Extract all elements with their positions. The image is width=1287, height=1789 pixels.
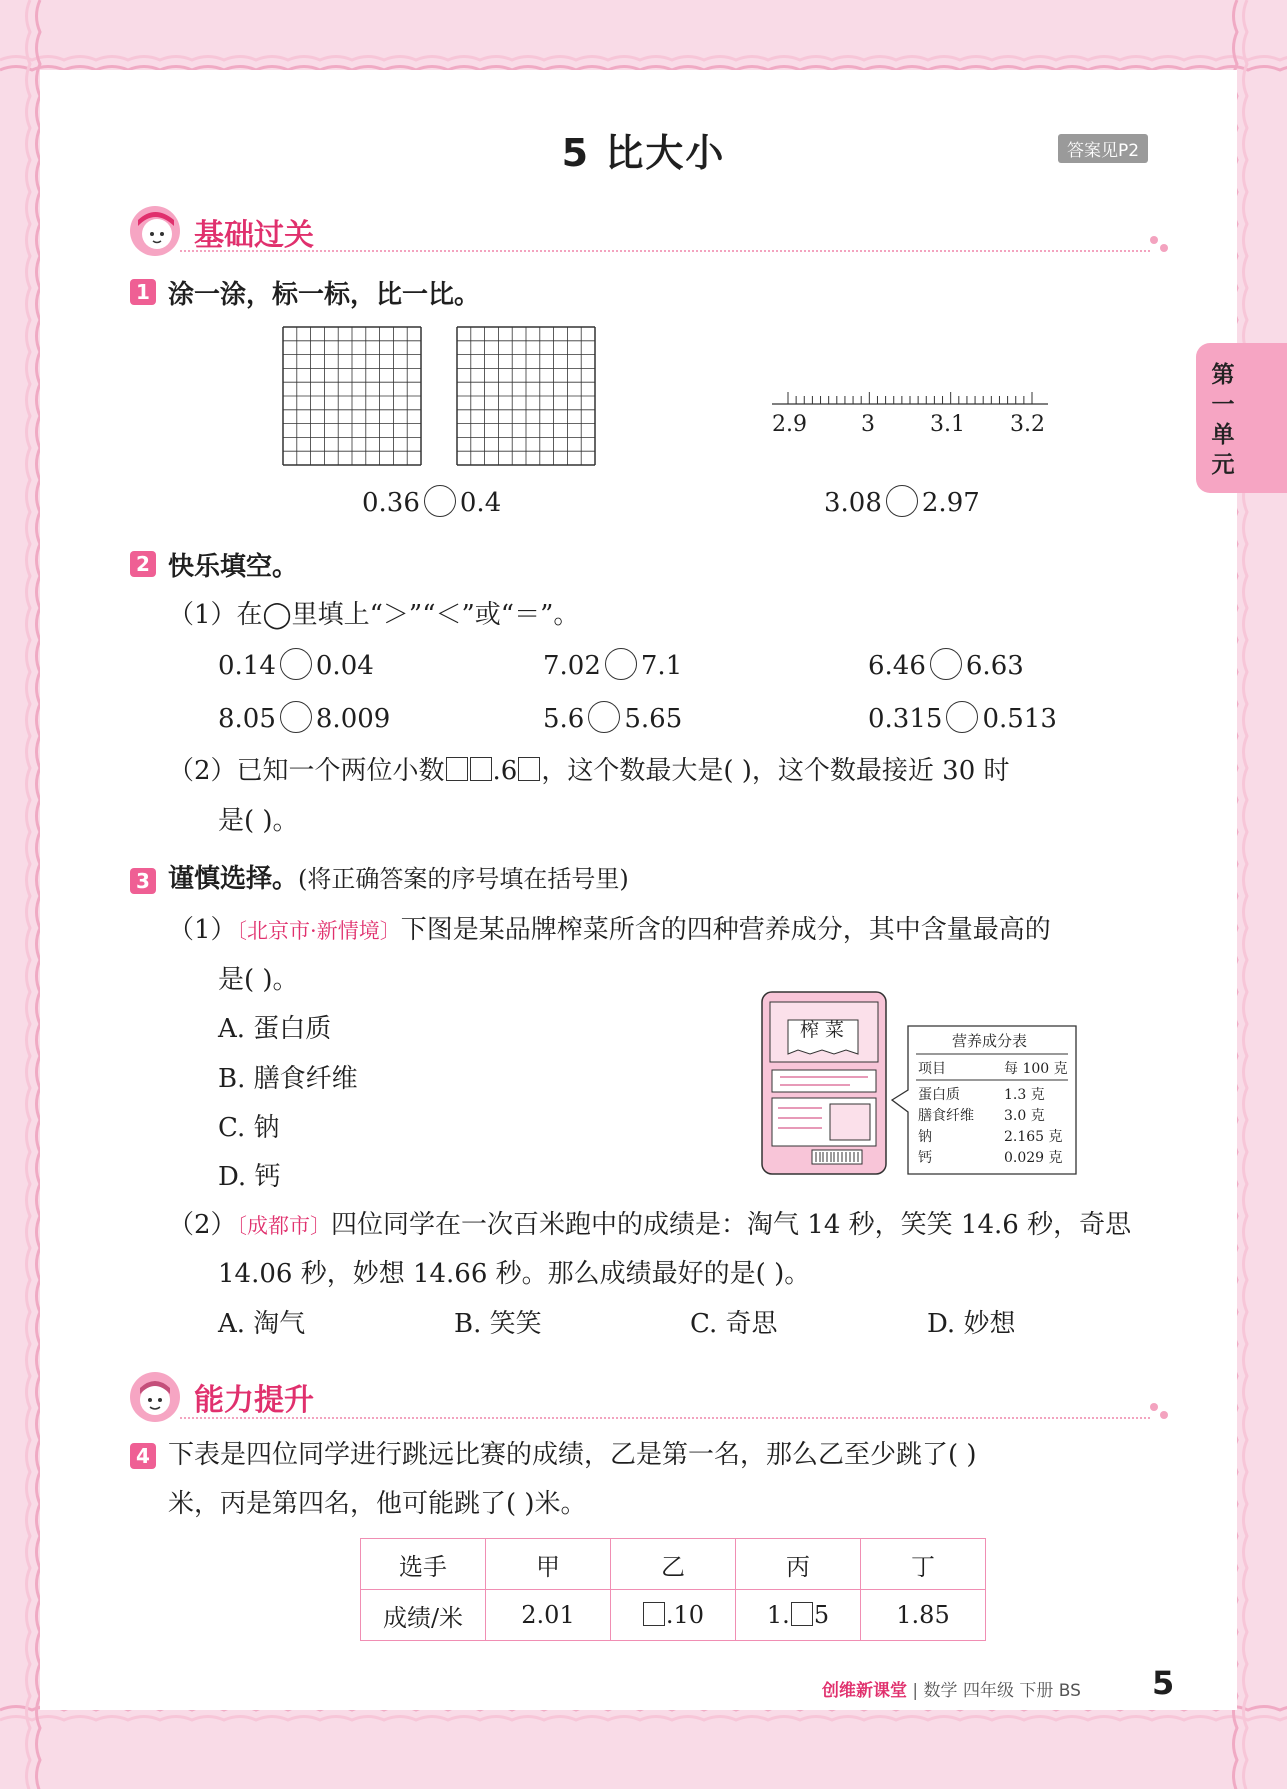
- table-header-cell: 丁: [861, 1539, 986, 1590]
- table-header-cell: 丙: [736, 1539, 861, 1590]
- option[interactable]: A. 淘气: [218, 1309, 306, 1339]
- compare-circle[interactable]: [280, 648, 312, 680]
- divider-dot: [1160, 1411, 1168, 1419]
- value: 6.46: [868, 651, 926, 681]
- ruler-label: 3.1: [930, 412, 965, 437]
- text: ，这个数最大是( )，这个数最接近 30 时: [541, 756, 1010, 786]
- question-1-text: 涂一涂，标一标，比一比。: [168, 280, 481, 310]
- mascot-boy-icon: [128, 1370, 182, 1424]
- region-tag: 〔成都市〕: [236, 1214, 332, 1238]
- q3-note: (将正确答案的序号填在括号里): [298, 865, 629, 893]
- hundred-grid-right: [456, 326, 596, 466]
- compare-pair: [218, 702, 390, 736]
- nutrition-title: 营养成分表: [952, 1032, 1028, 1050]
- nutrition-item: 钠: [918, 1129, 932, 1145]
- value: 7.02: [543, 651, 601, 681]
- compare-pair: [543, 702, 682, 736]
- divider-dot: [1150, 236, 1158, 244]
- value: 2.97: [921, 488, 980, 518]
- ruler-label: 2.9: [772, 412, 807, 437]
- option[interactable]: D. 妙想: [927, 1309, 1016, 1339]
- digit-box[interactable]: [518, 757, 540, 781]
- value: 5.65: [624, 704, 683, 734]
- table-row: [361, 1590, 986, 1641]
- section-basic-heading: 基础过关: [194, 218, 314, 253]
- option[interactable]: B. 膳食纤维: [218, 1064, 358, 1094]
- nutrition-value: 0.029 克: [1004, 1150, 1063, 1166]
- nutrition-item: 蛋白质: [918, 1087, 960, 1103]
- long-jump-table: [360, 1538, 986, 1641]
- section-divider: [180, 1417, 1150, 1419]
- question-number-2: 2: [130, 551, 156, 577]
- option[interactable]: B. 笑笑: [454, 1309, 542, 1339]
- compare-pair: [218, 649, 374, 683]
- value: 0.4: [459, 488, 502, 518]
- option[interactable]: C. 奇思: [690, 1309, 778, 1339]
- compare-pair: [868, 702, 1057, 736]
- footer-info: 创维新课堂 | 数学 四年级 下册 BS: [822, 1681, 1081, 1701]
- question-number-1: 1: [130, 279, 156, 305]
- package-label: 榨 菜: [800, 1019, 845, 1041]
- answer-reference-badge: 答案见P2: [1058, 134, 1148, 163]
- value: 0.36: [362, 488, 420, 518]
- q2-part1-instruction: （1）在◯里填上“＞”“＜”或“＝”。: [168, 600, 580, 630]
- q3-part2-line1: [168, 1208, 1131, 1243]
- question-4-line1: 下表是四位同学进行跳远比赛的成绩，乙是第一名，那么乙至少跳了( ): [168, 1440, 977, 1470]
- value: 8.009: [315, 704, 391, 734]
- page-number: 5: [1152, 1664, 1175, 1702]
- mascot-girl-icon: [128, 204, 182, 258]
- compare-pair: [543, 649, 682, 683]
- footer-book-info: 数学 四年级 下册 BS: [923, 1681, 1081, 1701]
- compare-pair: [868, 649, 1024, 683]
- page-title: 5 比大小: [561, 131, 726, 175]
- question-number-3: 3: [130, 868, 156, 894]
- q3-title: 谨慎选择。: [168, 864, 299, 894]
- nutrition-item: 钙: [918, 1150, 932, 1166]
- value: 0.513: [982, 704, 1057, 734]
- value: 1.: [766, 1601, 790, 1629]
- value: 5.6: [543, 704, 585, 734]
- digit-box[interactable]: [791, 1602, 813, 1626]
- nutrition-value: 1.3 克: [1004, 1087, 1045, 1103]
- text: 四位同学在一次百米跑中的成绩是：淘气 14 秒，笑笑 14.6 秒，奇思: [331, 1210, 1132, 1240]
- section-advanced-heading: 能力提升: [194, 1383, 314, 1418]
- compare-circle[interactable]: [588, 701, 620, 733]
- text: .6: [492, 756, 518, 786]
- question-number-4: 4: [130, 1443, 156, 1469]
- q3-part1-line1: [168, 913, 1051, 948]
- value: 3.08: [824, 488, 882, 518]
- value: 5: [813, 1601, 830, 1629]
- table-header-cell: 甲: [486, 1539, 611, 1590]
- option[interactable]: D. 钙: [218, 1162, 281, 1192]
- value: 8.05: [218, 704, 276, 734]
- q2-part2-line1: [168, 754, 1010, 788]
- q2-part2-line2: 是( )。: [218, 806, 299, 836]
- compare-circle[interactable]: [930, 648, 962, 680]
- text: （1）: [168, 915, 237, 945]
- compare-circle[interactable]: [605, 648, 637, 680]
- compare-circle[interactable]: [946, 701, 978, 733]
- unit-side-tab-label: 第一单元: [1211, 362, 1235, 478]
- ruler-label: 3.2: [1010, 412, 1045, 437]
- text: （2）: [168, 1210, 237, 1240]
- hundred-grid-left: [282, 326, 422, 466]
- table-row-label: 成绩/米: [361, 1590, 486, 1641]
- question-2-text: 快乐填空。: [168, 552, 299, 582]
- value: 0.14: [218, 651, 276, 681]
- table-header-cell: 乙: [611, 1539, 736, 1590]
- table-cell: [611, 1590, 736, 1641]
- question-4-line2: 米，丙是第四名，他可能跳了( )米。: [168, 1489, 587, 1519]
- compare-circle[interactable]: [280, 701, 312, 733]
- q3-part1-line2: 是( )。: [218, 965, 299, 995]
- value: 0.315: [868, 704, 943, 734]
- option[interactable]: A. 蛋白质: [218, 1014, 332, 1044]
- text: 下图是某品牌榨菜所含的四种营养成分，其中含量最高的: [400, 915, 1051, 945]
- footer-brand: 创维新课堂: [822, 1681, 907, 1701]
- divider-dot: [1150, 1403, 1158, 1411]
- q3-part2-line2: 14.06 秒，妙想 14.66 秒。那么成绩最好的是( )。: [218, 1259, 811, 1289]
- nutrition-value: 2.165 克: [1004, 1129, 1063, 1145]
- table-cell: 2.01: [486, 1590, 611, 1641]
- compare-left: [362, 486, 501, 520]
- option[interactable]: C. 钠: [218, 1113, 280, 1143]
- nutrition-value: 3.0 克: [1004, 1108, 1045, 1124]
- compare-circle[interactable]: [424, 485, 456, 517]
- region-tag: 〔北京市·新情境〕: [236, 919, 401, 943]
- ruler-label: 3: [861, 412, 875, 437]
- nutrition-col-item: 项目: [918, 1061, 946, 1077]
- digit-box[interactable]: [446, 757, 468, 781]
- table-cell: [736, 1590, 861, 1641]
- section-divider: [180, 250, 1150, 252]
- divider-dot: [1160, 244, 1168, 252]
- table-header-cell: 选手: [361, 1539, 486, 1590]
- table-header-row: [361, 1539, 986, 1590]
- digit-box[interactable]: [643, 1602, 665, 1626]
- nutrition-col-value: 每 100 克: [1004, 1061, 1068, 1077]
- number-line-ruler: [770, 384, 1050, 432]
- nutrition-item: 膳食纤维: [918, 1108, 974, 1124]
- value: .10: [665, 1601, 705, 1629]
- compare-circle[interactable]: [886, 485, 918, 517]
- value: 7.1: [640, 651, 683, 681]
- value: 6.63: [965, 651, 1024, 681]
- question-3-text: [168, 862, 629, 896]
- digit-box[interactable]: [470, 757, 492, 781]
- table-cell: 1.85: [861, 1590, 986, 1641]
- text: （2）已知一个两位小数: [168, 756, 445, 786]
- value: 0.04: [315, 651, 374, 681]
- compare-right: [824, 486, 980, 520]
